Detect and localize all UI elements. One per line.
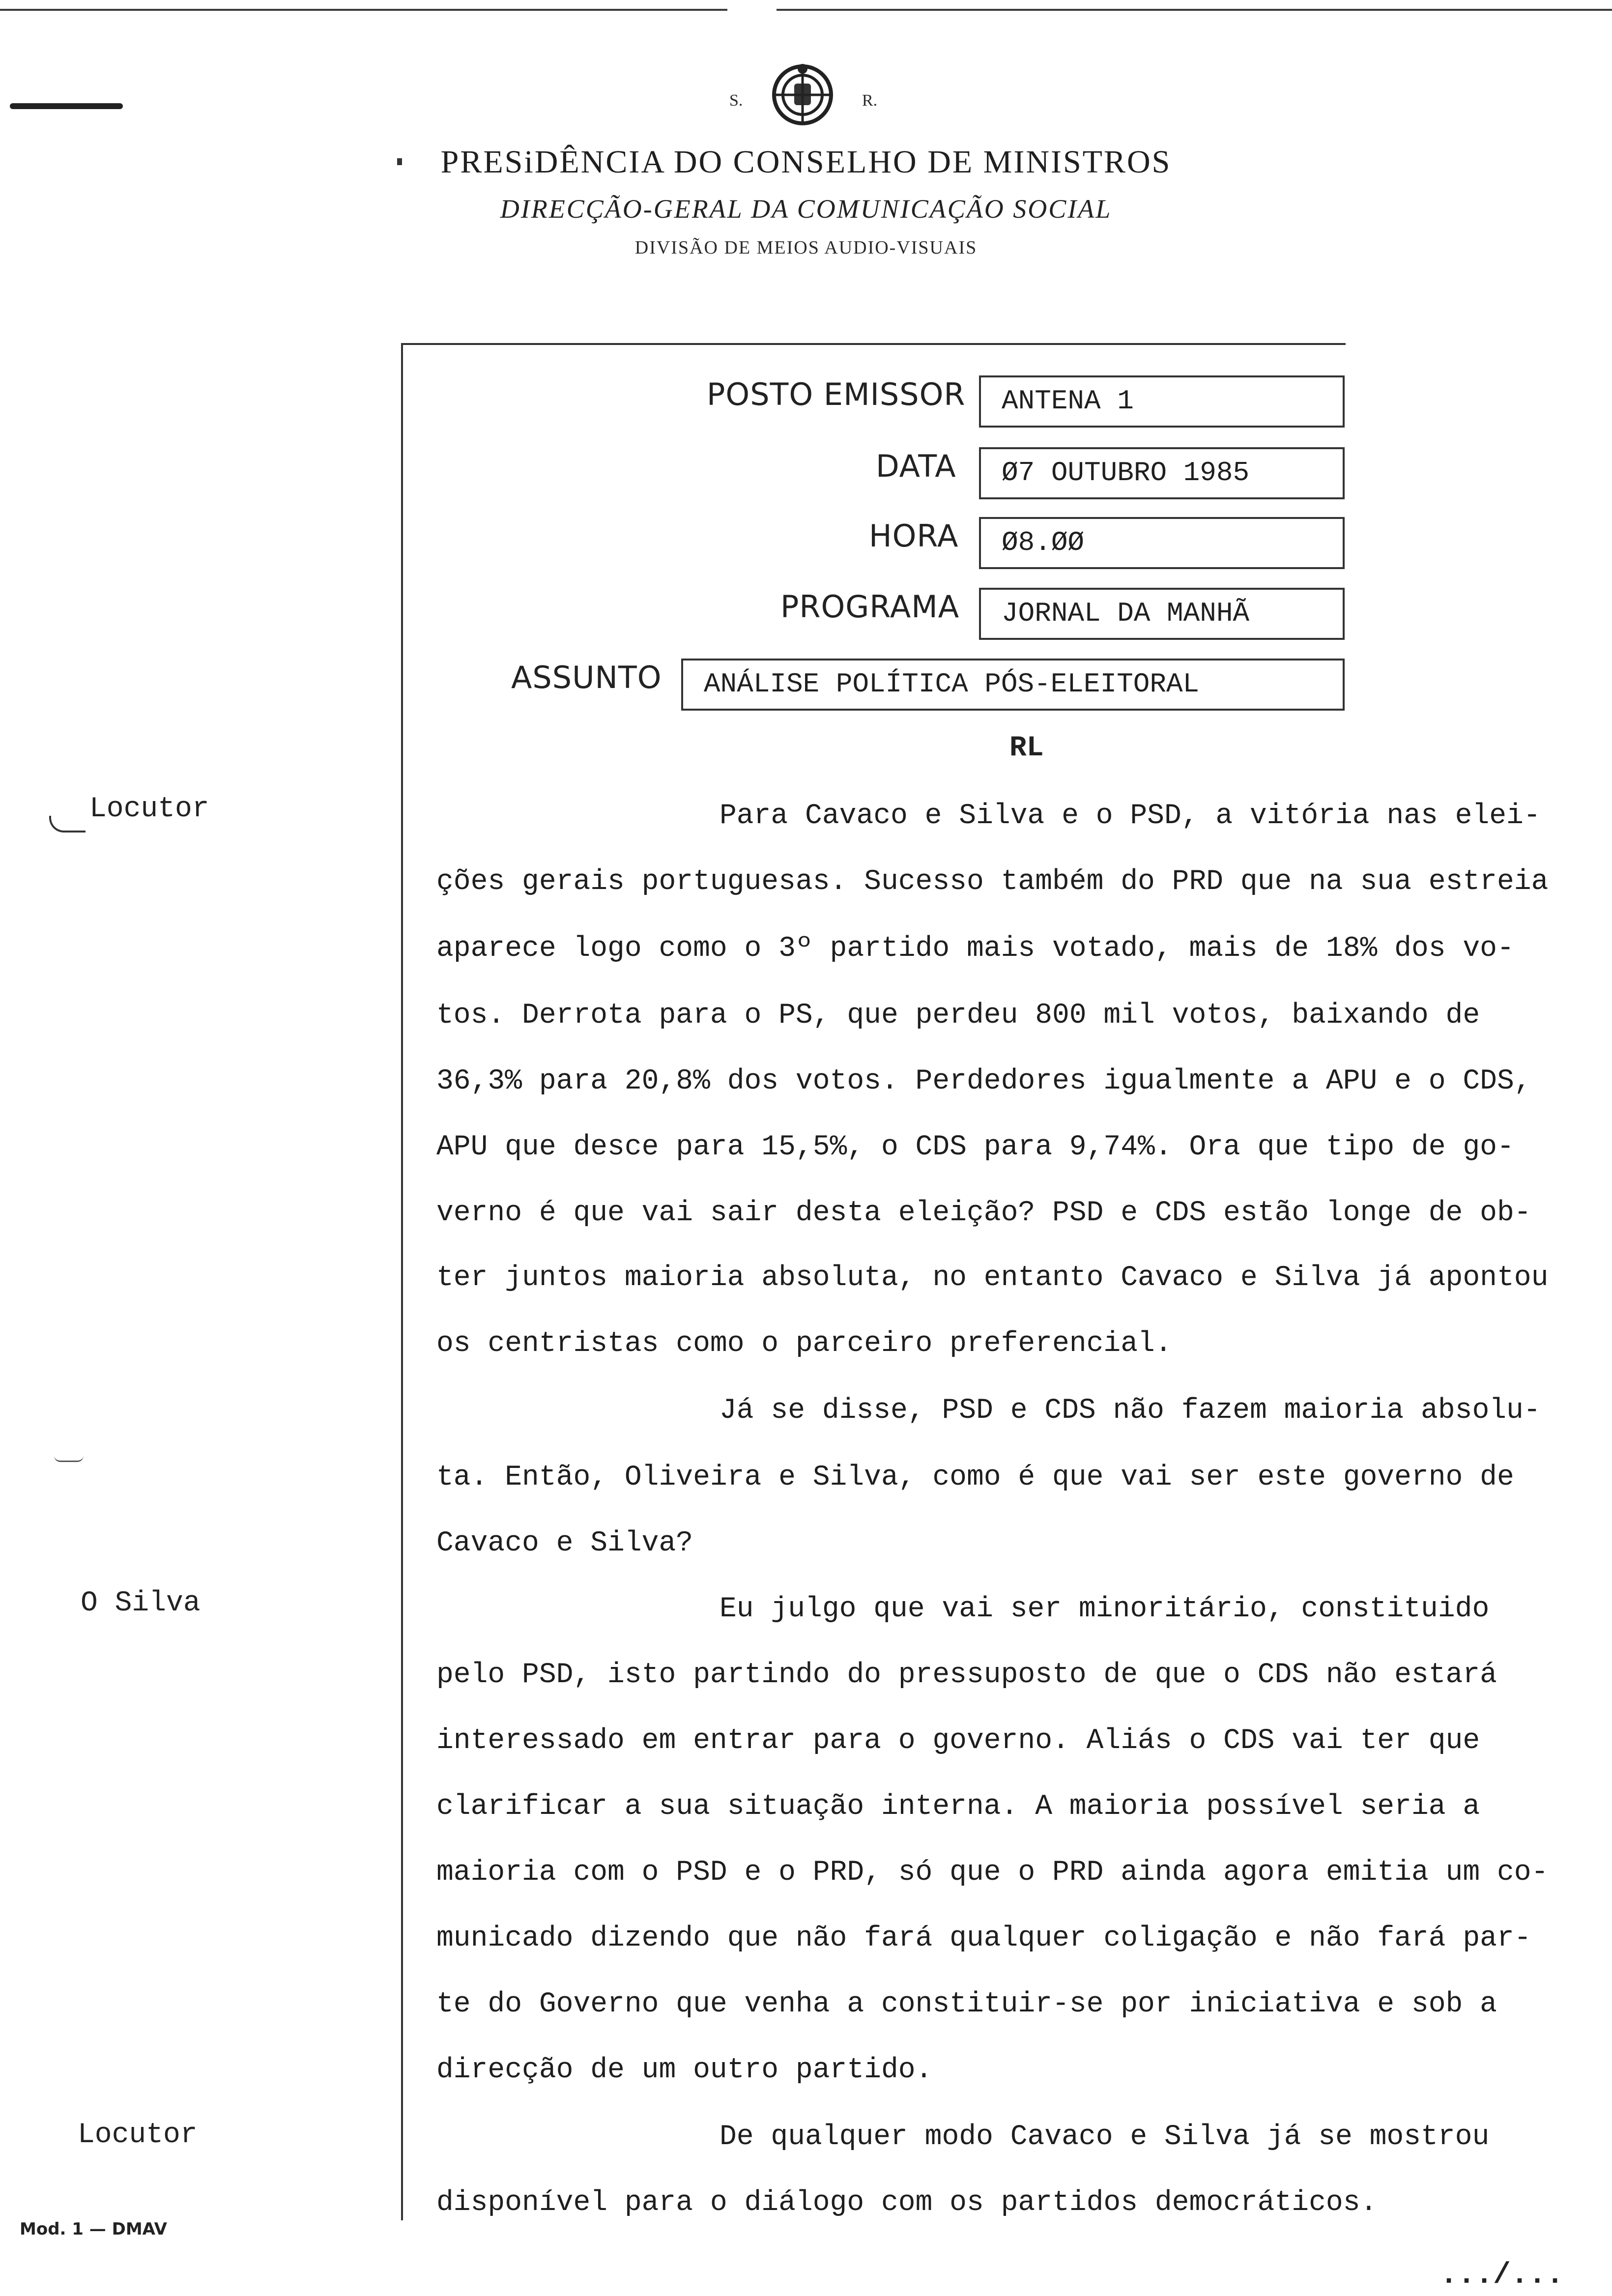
- header-s-label: S.: [729, 91, 743, 110]
- form-top-rule: [402, 343, 1346, 345]
- form-code: Mod. 1 — DMAV: [20, 2219, 167, 2239]
- body-line: pelo PSD, isto partindo do pressuposto de que o CDS não estará: [436, 1659, 1497, 1691]
- edge-mark: [10, 103, 123, 109]
- body-line: disponível para o diálogo com os partidos democráticos.: [436, 2187, 1378, 2219]
- hora-field: Ø8.ØØ: [979, 517, 1345, 569]
- assunto-label: ASSUNTO: [511, 660, 662, 695]
- body-line: clarificar a sua situação interna. A maioria possível seria a: [436, 1791, 1480, 1823]
- division-title: DIVISÃO DE MEIOS AUDIO-VISUAIS: [634, 237, 978, 258]
- body-line: maioria com o PSD e o PRD, só que o PRD ainda agora emitia um co-: [436, 1857, 1549, 1889]
- speaker-locutor-1: Locutor: [89, 793, 209, 825]
- body-line: Já se disse, PSD e CDS não fazem maioria absolu-: [720, 1395, 1541, 1427]
- body-line: ções gerais portuguesas. Sucesso também do PRD que na sua estreia: [436, 866, 1549, 898]
- ministry-title: PRESiDÊNCIA DO CONSELHO DE MINISTROS: [440, 144, 1172, 180]
- body-line: 36,3% para 20,8% dos votos. Perdedores igualmente a APU e o CDS,: [436, 1065, 1531, 1097]
- speaker-locutor-2: Locutor: [78, 2119, 198, 2151]
- body-line: Eu julgo que vai ser minoritário, constituido: [720, 1593, 1490, 1625]
- header-r-label: R.: [862, 91, 878, 110]
- top-rule-right: [777, 9, 1612, 11]
- programa-field: JORNAL DA MANHÃ: [979, 588, 1345, 640]
- programa-label: PROGRAMA: [780, 589, 960, 625]
- body-line: tos. Derrota para o PS, que perdeu 800 mil votos, baixando de: [436, 1000, 1480, 1032]
- body-line: te do Governo que venha a constituir-se por iniciativa e sob a: [436, 1988, 1497, 2020]
- margin-tick-mark: [54, 1456, 84, 1462]
- data-label: DATA: [876, 448, 956, 484]
- body-line: verno é que vai sair desta eleição? PSD e CDS estão longe de ob-: [436, 1197, 1531, 1229]
- body-line: municado dizendo que não fará qualquer coligação e não fará par-: [436, 1923, 1531, 1954]
- continuation-mark: .../...: [1440, 2259, 1564, 2292]
- top-rule-left: [0, 9, 727, 11]
- form-left-rule: [401, 343, 403, 2220]
- assunto-field: ANÁLISE POLÍTICA PÓS-ELEITORAL: [681, 659, 1345, 711]
- posto-emissor-field: ANTENA 1: [979, 375, 1345, 428]
- posto-emissor-label: POSTO EMISSOR: [707, 376, 966, 412]
- body-line: interessado em entrar para o governo. Aliás o CDS vai ter que: [436, 1725, 1480, 1757]
- hora-label: HORA: [869, 518, 959, 554]
- body-line: Para Cavaco e Silva e o PSD, a vitória nas elei-: [720, 800, 1541, 832]
- body-line: APU que desce para 15,5%, o CDS para 9,74%. Ora que tipo de go-: [436, 1131, 1514, 1163]
- body-line: ta. Então, Oliveira e Silva, como é que vai ser este governo de: [436, 1462, 1514, 1493]
- body-line: aparece logo como o 3º partido mais votado, mais de 18% dos vo-: [436, 933, 1514, 965]
- speaker-o-silva: O Silva: [81, 1587, 201, 1619]
- body-line: direcção de um outro partido.: [436, 2054, 933, 2086]
- directorate-title: DIRECÇÃO-GERAL DA COMUNICAÇÃO SOCIAL: [500, 194, 1112, 224]
- data-field: Ø7 OUTUBRO 1985: [979, 447, 1345, 499]
- initials: RL: [1009, 732, 1044, 764]
- body-line: De qualquer modo Cavaco e Silva já se mostrou: [720, 2121, 1490, 2153]
- body-line: os centristas como o parceiro preferencial.: [436, 1328, 1172, 1360]
- body-line: ter juntos maioria absoluta, no entanto Cavaco e Silva já apontou: [436, 1262, 1549, 1294]
- coat-of-arms-seal: [766, 58, 839, 132]
- body-line: Cavaco e Silva?: [436, 1527, 693, 1559]
- margin-hook-mark: [49, 816, 86, 832]
